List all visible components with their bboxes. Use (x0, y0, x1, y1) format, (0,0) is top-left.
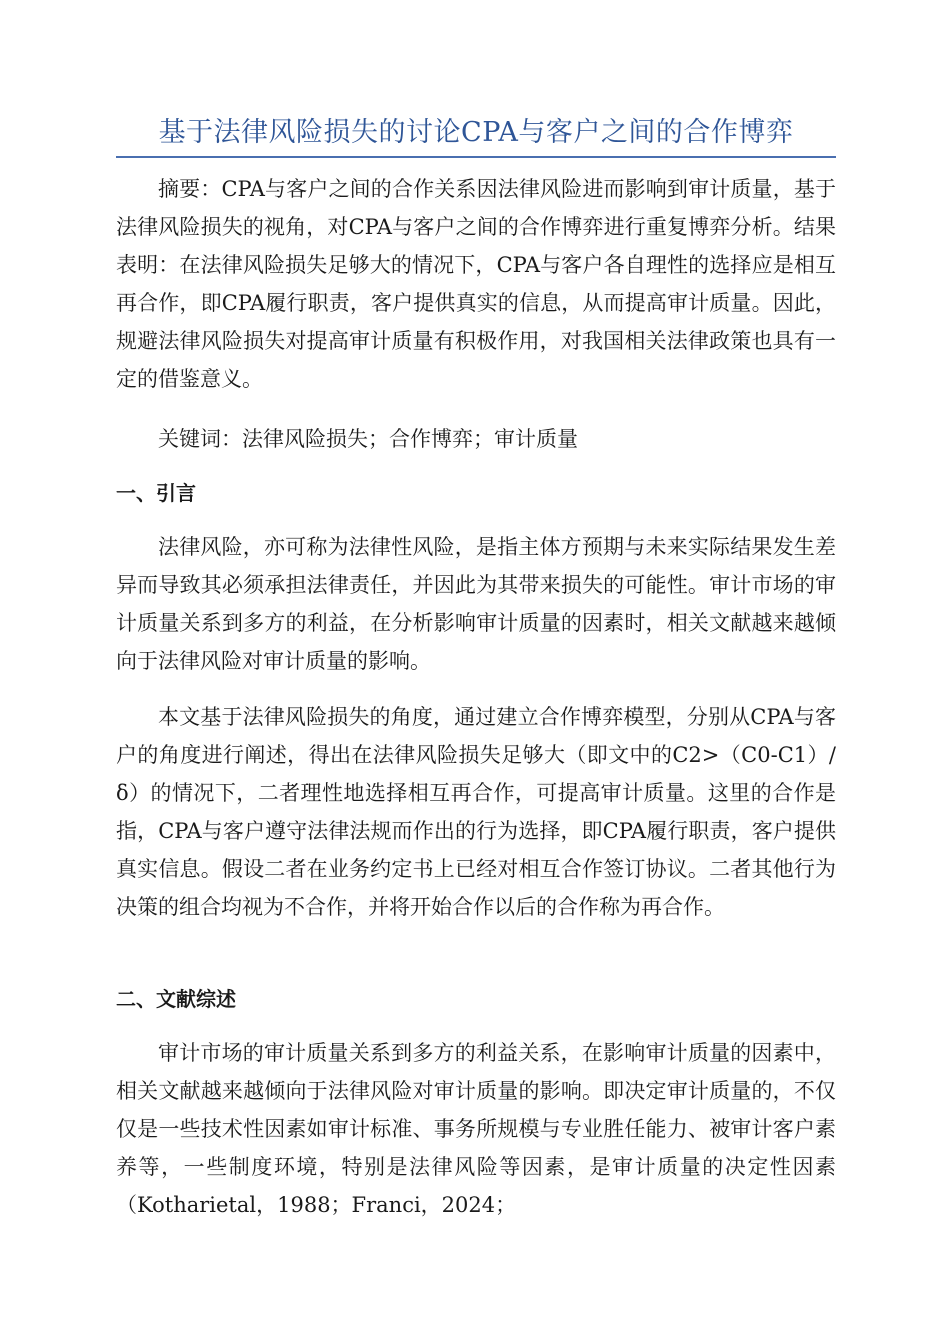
intro-paragraph-2: 本文基于法律风险损失的角度，通过建立合作博弈模型，分别从CPA与客户的角度进行阐述，得出在法律风险损失足够大（即文中的C2>（C0-C1）/δ）的情况下，二者理性地选择相互再合作，可提高审计质量。这里的合作是指，CPA与客户遵守法律法规而作出的行为选择，即CPA履行职责，客户提供真实信息。假设二者在业务约定书上已经对相互合作签订协议。二者其他行为决策的组合均视为不合作，并将开始合作以后的合作称为再合作。 (116, 705, 836, 919)
literature-paragraph-1: 审计市场的审计质量关系到多方的利益关系，在影响审计质量的因素中，相关文献越来越倾向于法律风险对审计质量的影响。即决定审计质量的，不仅仅是一些技术性因素如审计标准、事务所规模与专业胜任能力、被审计客户素养等，一些制度环境，特别是法律风险等因素，是审计质量的决定性因素（Kotharietal，1988；Franci，2024； (116, 1041, 836, 1217)
section-heading-literature-review: 二、文献综述 (116, 987, 236, 1011)
section-heading-introduction: 一、引言 (116, 481, 196, 505)
intro-paragraph-1: 法律风险，亦可称为法律性风险，是指主体方预期与未来实际结果发生差异而导致其必须承担法律责任，并因此为其带来损失的可能性。审计市场的审计质量关系到多方的利益，在分析影响审计质量的因素时，相关文献越来越倾向于法律风险对审计质量的影响。 (116, 535, 836, 673)
abstract-paragraph: 摘要：CPA与客户之间的合作关系因法律风险进而影响到审计质量，基于法律风险损失的视角，对CPA与客户之间的合作博弈进行重复博弈分析。结果表明：在法律风险损失足够大的情况下，CPA与客户各自理性的选择应是相互再合作，即CPA履行职责，客户提供真实的信息，从而提高审计质量。因此，规避法律风险损失对提高审计质量有积极作用，对我国相关法律政策也具有一定的借鉴意义。 (116, 177, 836, 391)
keywords-line: 关键词：法律风险损失；合作博弈；审计质量 (158, 427, 578, 451)
document-title: 基于法律风险损失的讨论CPA与客户之间的合作博弈 (116, 112, 836, 158)
